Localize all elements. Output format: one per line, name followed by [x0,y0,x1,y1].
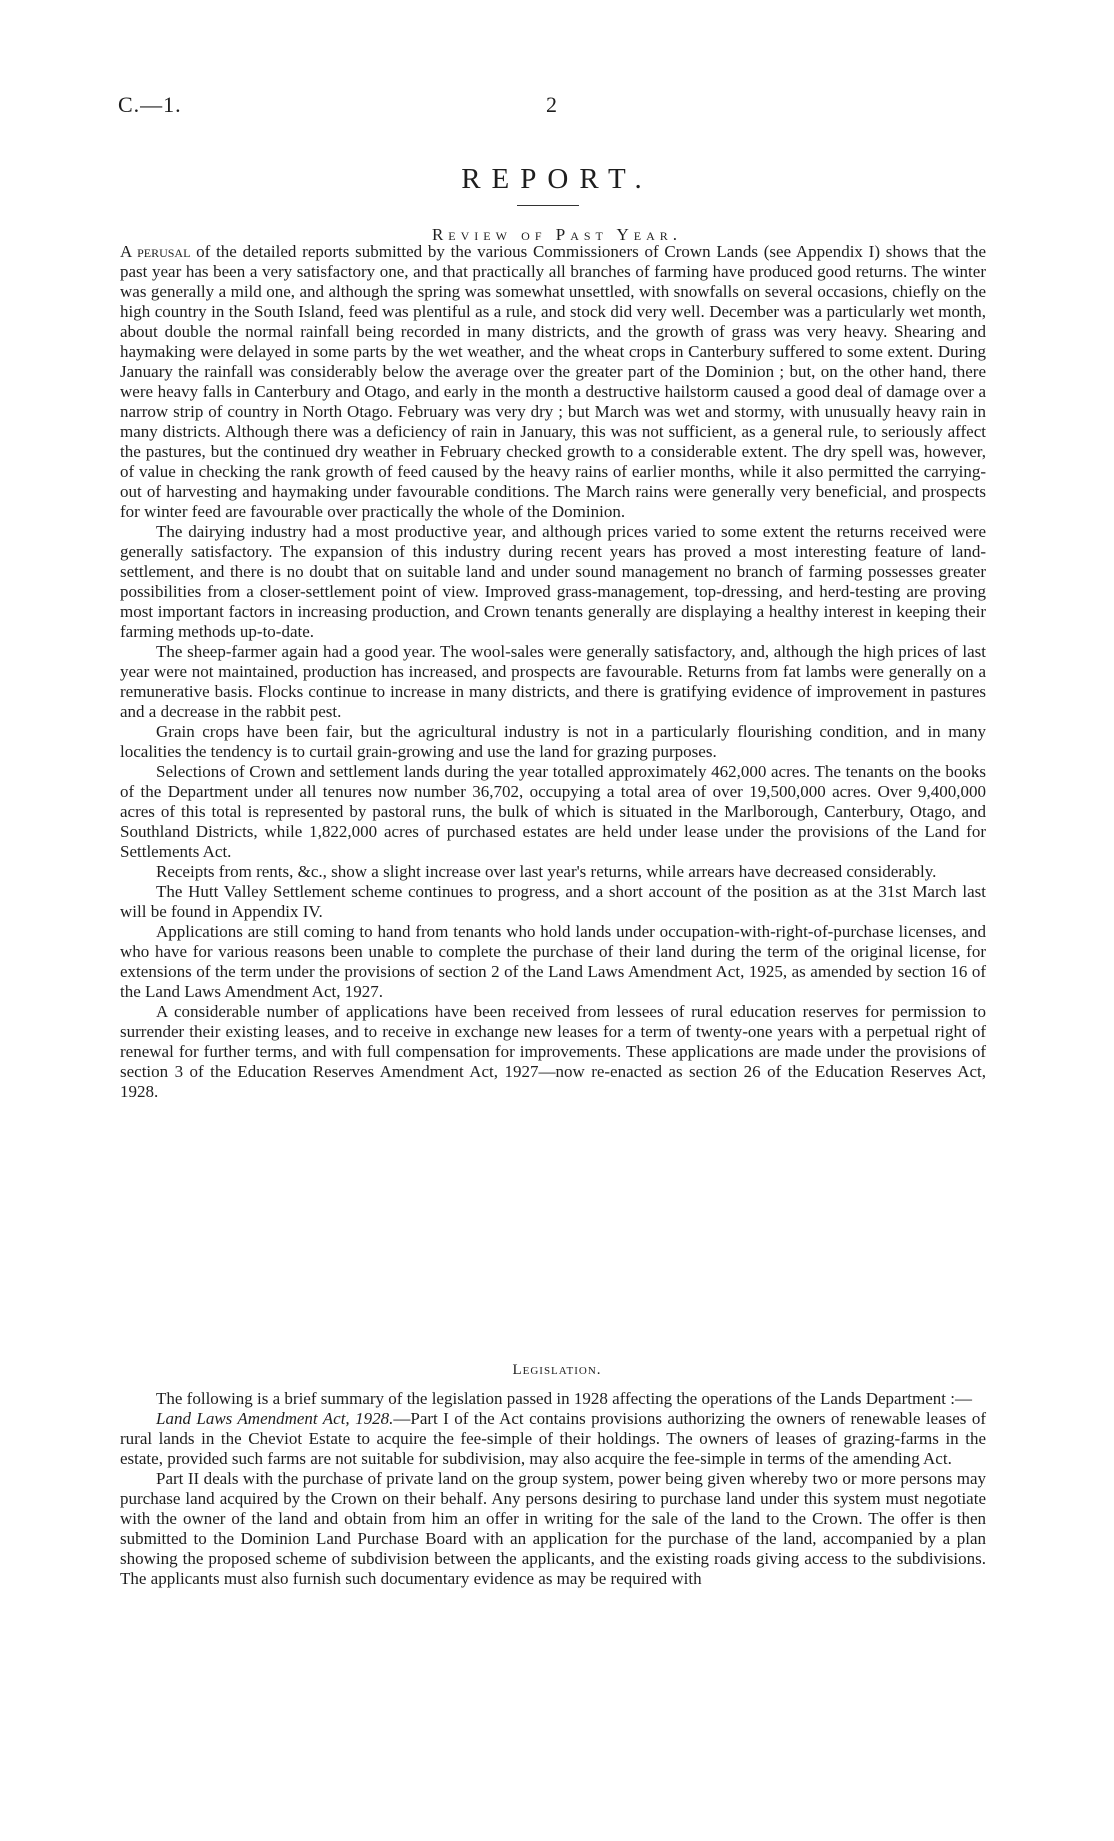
section-heading-review: Review of Past Year. [431,225,683,244]
paragraph-text: —Part I of the Act contains provisions authorizing the owners of renewable leases of rural lands in the Cheviot Estate to acquire the fee-simple of their holdings. The owners of leases of grazing-farms in the estate, provided such farms are not suitable for subdivision, may also acquire the fee-simple in terms of the amending Act. [120,1409,986,1468]
paragraph: Grain crops have been fair, but the agricultural industry is not in a particularly flourishing condition, and in many localities the tendency is to curtail grain-growing and use the land for grazing purposes. [120,722,986,761]
paragraph: Part II deals with the purchase of private land on the group system, power being given whereby two or more persons may purchase land acquired by the Crown on their behalf. Any persons desiring to purchase land under this system must negotiate with the owner of the land and obtain from him an offer in writing for the sale of the land to the Crown. The offer is then submitted to the Dominion Land Purchase Board with an application for the purchase of the land, accompanied by a plan showing the proposed scheme of subdivision between the applicants, and the existing roads giving access to the subdivisions. The applicants must also furnish such documentary evidence as may be required with [120,1469,986,1588]
act-name: Land Laws Amendment Act, 1928. [156,1409,394,1428]
paragraph: Selections of Crown and settlement lands during the year totalled approximately 462,000 acres. The tenants on the books of the Department under all tenures now number 36,702, occupying a total area of over 19,500,000 acres. Over 9,400,000 acres of this total is represented by pastoral runs, the bulk of which is situated in the Marlborough, Canterbury, Otago, and Southland Districts, while 1,822,000 acres of purchased estates are held under lease under the provisions of the Land for Settlements Act. [120,762,986,861]
paragraph: Receipts from rents, &c., show a slight increase over last year's returns, while arrears have decreased considerably. [156,862,937,881]
paragraph: Applications are still coming to hand from tenants who hold lands under occupation-with-right-of-purchase licenses, and who have for various reasons been unable to complete the purchase of their land during the term of the original license, for extensions of the term under the provisions of section 2 of the Land Laws Amendment Act, 1925, as amended by section 16 of the Land Laws Amendment Act, 1927. [120,922,986,1001]
review-section [120,242,986,1102]
lead-word: A perusal [120,242,191,261]
running-header [118,92,988,122]
paragraph: The sheep-farmer again had a good year. The wool-sales were generally satisfactory, and, although the high prices of last year were not maintained, production has increased, and prospects are favourable. Returns from fat lambs were generally on a remunerative basis. Flocks continue to increase in many districts, and there is gratifying evidence of improvement in pastures and a decrease in the rabbit pest. [120,642,986,721]
section-heading-legislation: Legislation. [512,1362,602,1378]
paragraph: The Hutt Valley Settlement scheme continues to progress, and a short account of the position as at the 31st March last will be found in Appendix IV. [120,882,986,921]
page-number: 2 [546,92,557,117]
paragraph: The dairying industry had a most productive year, and although prices varied to some extent the returns received were generally satisfactory. The expansion of this industry during recent years has proved a most interesting feature of land-settlement, and there is no doubt that on suitable land and under sound management no branch of farming possesses greater possibilities from a closer-settlement point of view. Improved grass-management, top-dressing, and herd-testing are proving most important factors in increasing production, and Crown tenants generally are displaying a healthy interest in keeping their farming methods up-to-date. [120,522,986,641]
legislation-section [120,1389,986,1589]
title-rule [517,205,579,206]
paragraph: The following is a brief summary of the legislation passed in 1928 affecting the operations of the Lands Department :— [156,1389,972,1408]
paragraph [120,1409,986,1469]
report-title: REPORT. [461,163,653,195]
paragraph [120,242,986,522]
document-reference: C.—1. [118,92,182,117]
paragraph: A considerable number of applications have been received from lessees of rural education reserves for permission to surrender their existing leases, and to receive in exchange new leases for a term of twenty-one years with a perpetual right of renewal for further terms, and with full compensation for improvements. These applications are made under the provisions of section 3 of the Education Reserves Amendment Act, 1927—now re-enacted as section 26 of the Education Reserves Act, 1928. [120,1002,986,1101]
paragraph-text: of the detailed reports submitted by the various Commissioners of Crown Lands (see Appendix I) shows that the past year has been a very satisfactory one, and that practically all branches of farming have produced good returns. The winter was generally a mild one, and although the spring was somewhat unsettled, with snowfalls on several occasions, chiefly on the high country in the South Island, feed was plentiful as a rule, and stock did very well. December was a particularly wet month, about double the normal rainfall being recorded in many districts, and the growth of grass was very heavy. Shearing and haymaking were delayed in some parts by the wet weather, and the wheat crops in Canterbury suffered to some extent. During January the rainfall was considerably below the average over the greater part of the Dominion ; but, on the other hand, there were heavy falls in Canterbury and Otago, and early in the month a destructive hailstorm caused a good deal of damage over a narrow strip of country in North Otago. February was very dry ; but March was wet and stormy, with unusually heavy rain in many districts. Although there was a deficiency of rain in January, this was not sufficient, as a general rule, to seriously affect the pastures, but the continued dry weather in February checked growth to a considerable extent. The dry spell was, however, of value in checking the rank growth of feed caused by the heavy rains of earlier months, while it also permitted the carrying-out of harvesting and haymaking under favourable conditions. The March rains were generally very beneficial, and prospects for winter feed are favourable over practically the whole of the Dominion. [120,242,986,521]
